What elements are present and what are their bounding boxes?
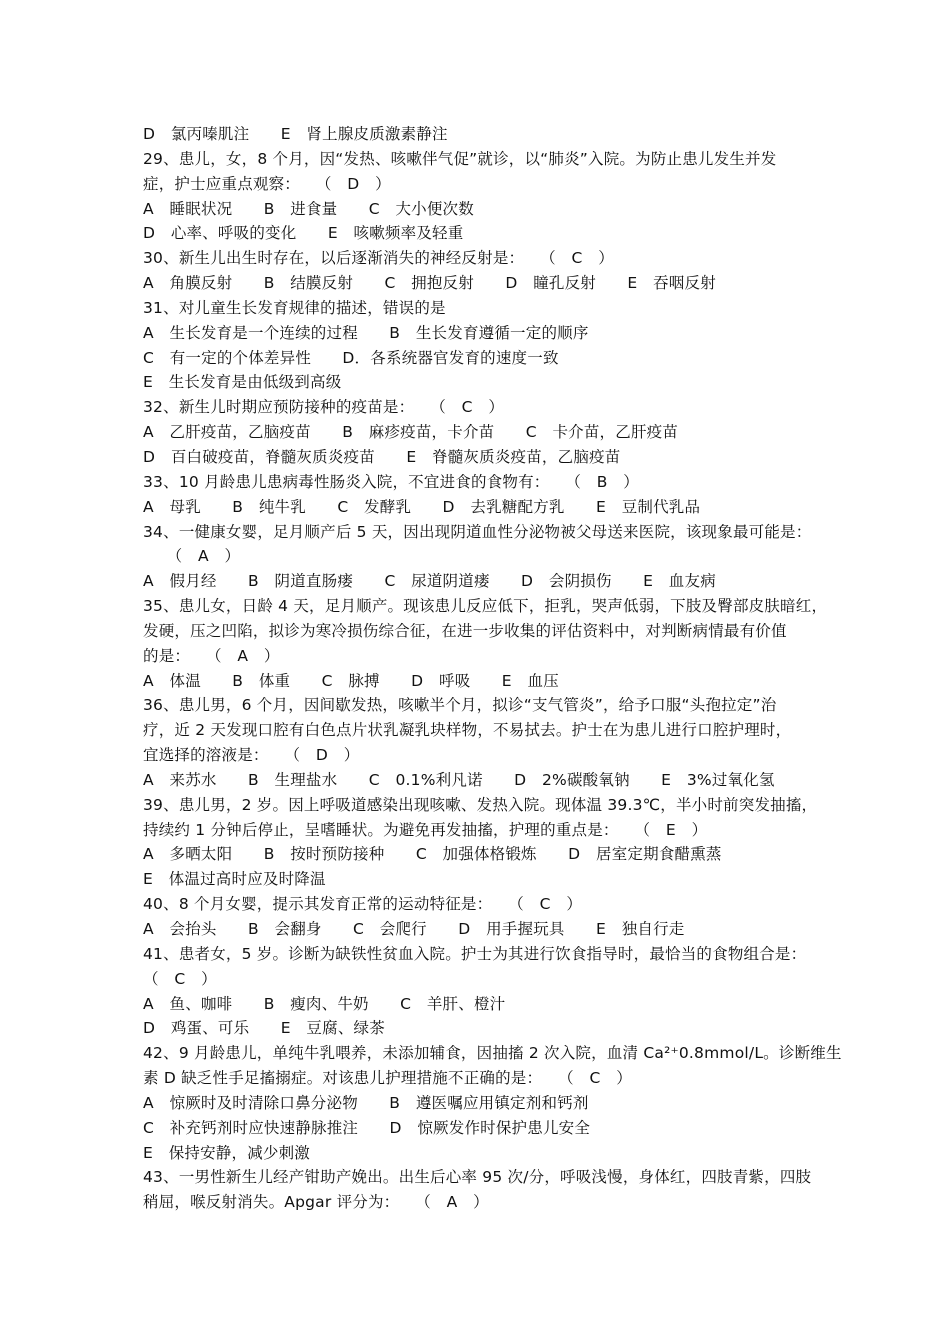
text-line: D 氯丙嗪肌注 E 肾上腺皮质激素静注 [143,125,448,143]
text-line: 39、患儿男，2 岁。因上呼吸道感染出现咳嗽、发热入院。现体温 39.3℃，半小时前突发抽搐， [143,795,818,814]
text-line: 症，护士应重点观察： （ D ） [143,174,391,193]
text-line: A 睡眠状况 B 进食量 C 大小便次数 [143,199,474,218]
text-line: C 补充钙剂时应快速静脉推注 D 惊厥发作时保护患儿安全 [143,1118,591,1137]
text-line: 发硬，压之凹陷，拟诊为寒冷损伤综合征，在进一步收集的评估资料中，对判断病情最有价值 [143,621,787,640]
text-line: 34、一健康女婴，足月顺产后 5 天，因出现阴道血性分泌物被父母送来医院，该现象最可能是： [143,522,812,541]
text-line: A 体温 B 体重 C 脉搏 D 呼吸 E 血压 [143,671,559,690]
text-line: D 鸡蛋、可乐 E 豆腐、绿茶 [143,1019,385,1038]
text-line: （ A ） [143,547,241,566]
text-line: A 乙肝疫苗，乙脑疫苗 B 麻疹疫苗，卡介苗 C 卡介苗，乙肝疫苗 [143,423,679,442]
text-line: （ C ） [143,969,217,988]
text-line: D 百白破疫苗，脊髓灰质炎疫苗 E 脊髓灰质炎疫苗，乙脑疫苗 [143,447,621,466]
text-line: 42、9 月龄患儿，单纯牛乳喂养，未添加辅食，因抽搐 2 次入院，血清 Ca²⁺0.8mmol/L。诊断维生 [143,1044,842,1063]
text-line: 稍屈，喉反射消失。Apgar 评分为： （ A ） [143,1193,489,1212]
text-line: D 心率、呼吸的变化 E 咳嗽频率及轻重 [143,224,464,243]
text-line: 31、对儿童生长发育规律的描述，错误的是 [143,298,446,317]
text-line: 41、患者女，5 岁。诊断为缺铁性贫血入院。护士为其进行饮食指导时，最恰当的食物组合是： [143,944,807,963]
text-line: A 会抬头 B 会翻身 C 会爬行 D 用手握玩具 E 独自行走 [143,920,685,938]
text-line: E 保持安静，减少刺激 [143,1143,310,1162]
text-line: A 惊厥时及时清除口鼻分泌物 B 遵医嘱应用镇定剂和钙剂 [143,1093,589,1112]
text-line: 36、患儿男，6 个月，因间歇发热，咳嗽半个月，拟诊“支气管炎”，给予口服“头孢拉定”治 [143,696,777,715]
text-line: 33、10 月龄患儿患病毒性肠炎入院，不宜进食的食物有： （ B ） [143,472,640,491]
text-line: C 有一定的个体差异性 D．各系统器官发育的速度一致 [143,348,559,367]
text-line: A 假月经 B 阴道直肠瘘 C 尿道阴道瘘 D 会阴损伤 E 血友病 [143,572,716,591]
text-line: A 多晒太阳 B 按时预防接种 C 加强体格锻炼 D 居室定期食醋熏蒸 [143,845,722,864]
text-line: 30、新生儿出生时存在，以后逐渐消失的神经反射是： （ C ） [143,249,614,268]
text-line: 35、患儿女，日龄 4 天，足月顺产。现该患儿反应低下，拒乳，哭声低弱，下肢及臀部皮肤暗红， [143,597,828,616]
text-line: E 生长发育是由低级到高级 [143,373,342,392]
text-line: 持续约 1 分钟后停止，呈嗜睡状。为避免再发抽搐，护理的重点是： （ E ） [143,820,708,839]
text-line: A 来苏水 B 生理盐水 C 0.1%利凡诺 D 2%碳酸氧钠 E 3%过氧化氢 [143,770,775,789]
text-line: A 鱼、咖啡 B 瘦肉、牛奶 C 羊肝、橙汁 [143,994,506,1013]
text-line: A 母乳 B 纯牛乳 C 发酵乳 D 去乳糖配方乳 E 豆制代乳品 [143,497,701,516]
text-line: 32、新生儿时期应预防接种的疫苗是： （ C ） [143,398,505,417]
text-line: E 体温过高时应及时降温 [143,870,326,889]
text-line: 宜选择的溶液是： （ D ） [143,746,360,765]
text-line: 43、一男性新生儿经产钳助产娩出。出生后心率 95 次/分，呼吸浅慢，身体红，四肢青紫，四肢 [143,1168,812,1187]
text-line: 40、8 个月女婴，提示其发育正常的运动特征是： （ C ） [143,895,583,914]
text-line: 素 D 缺乏性手足搐搦症。对该患儿护理措施不正确的是： （ C ） [143,1069,632,1088]
text-line: 的是： （ A ） [143,646,280,665]
text-line: A 生长发育是一个连续的过程 B 生长发育遵循一定的顺序 [143,323,589,342]
text-line: A 角膜反射 B 结膜反射 C 拥抱反射 D 瞳孔反射 E 吞咽反射 [143,274,716,293]
text-line: 疗，近 2 天发现口腔有白色点片状乳凝乳块样物，不易拭去。护士在为患儿进行口腔护理时， [143,721,792,740]
text-line: 29、患儿，女，8 个月，因“发热、咳嗽伴气促”就诊，以“肺炎”入院。为防止患儿发生并发 [143,149,777,168]
document-page [143,122,842,1215]
